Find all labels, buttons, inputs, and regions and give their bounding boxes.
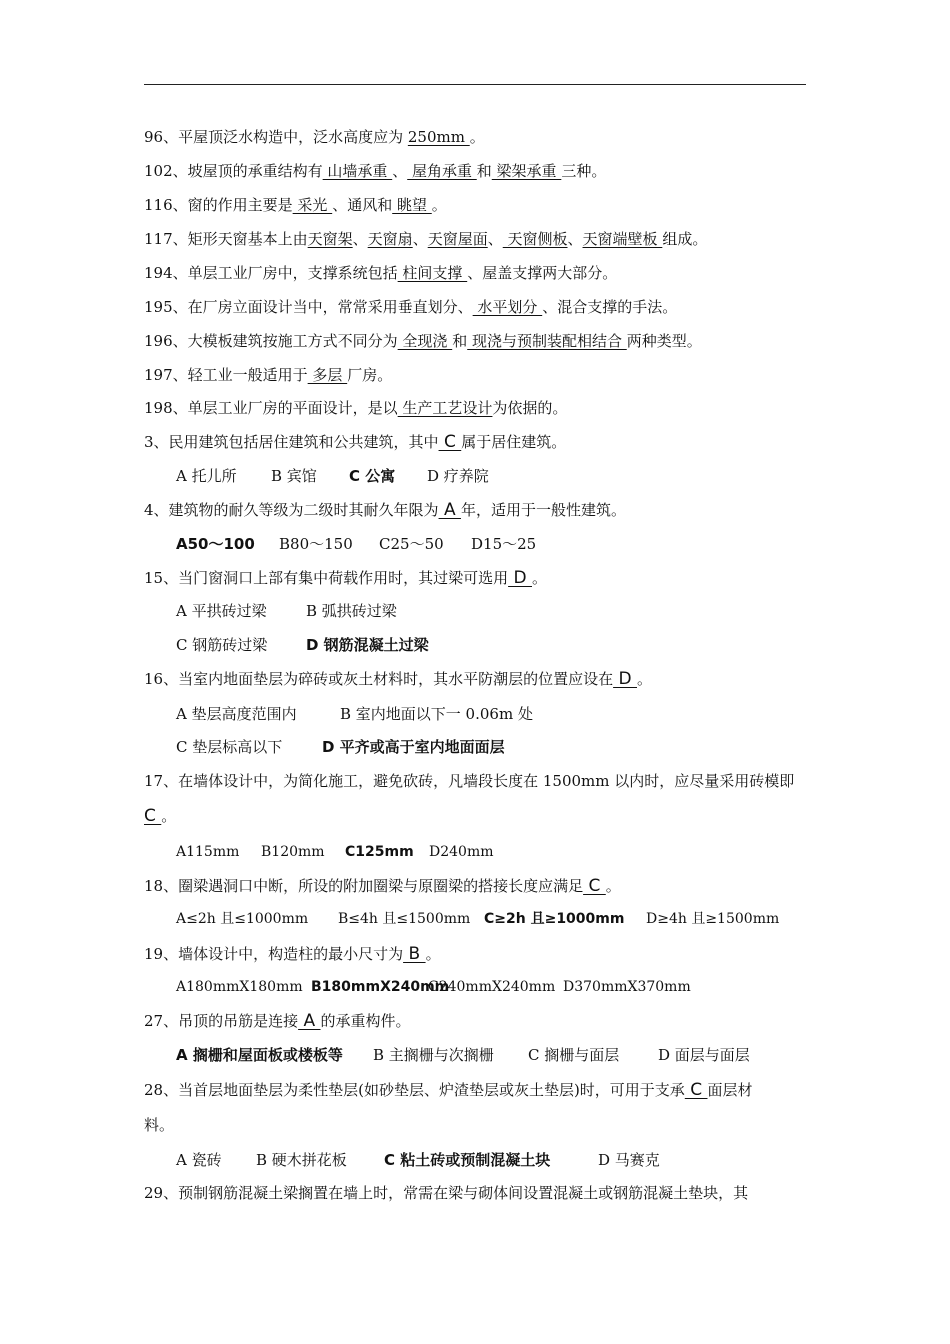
question-28-cont: 料。 <box>144 1116 175 1134</box>
option-correct: C≥2h 且≥1000mm <box>484 911 625 927</box>
option: C 搁栅与面层 <box>528 1046 620 1064</box>
option: B 主搁栅与次搁栅 <box>373 1046 494 1064</box>
options-16a <box>176 704 856 724</box>
option: A 托儿所 <box>176 467 237 485</box>
question-18: 18、圈梁遇洞口中断，所设的附加圈梁与原圈梁的搭接长度应满足 C 。 <box>144 876 621 896</box>
option-correct: B180mmX240mm <box>311 979 450 995</box>
question-116: 116、窗的作用主要是 采光 、通风和 眺望 。 <box>144 196 447 214</box>
header-rule <box>144 84 806 85</box>
option: A≤2h 且≤1000mm <box>176 911 309 927</box>
option: D240mm <box>429 844 494 860</box>
question-15: 15、当门窗洞口上部有集中荷载作用时，其过梁可选用 D 。 <box>144 568 548 588</box>
question-194: 194、单层工业厂房中，支撑系统包括 柱间支撑 、屋盖支撑两大部分。 <box>144 264 618 282</box>
option: C240mmX240mm <box>428 979 556 995</box>
options-15b <box>176 635 856 655</box>
options-4 <box>176 534 856 554</box>
option: D≥4h 且≥1500mm <box>646 911 780 927</box>
question-102: 102、坡屋顶的承重结构有 山墙承重 、 屋角承重 和 梁架承重 三种。 <box>144 162 607 180</box>
option: B 室内地面以下一 0.06m 处 <box>340 705 533 723</box>
option: D 马赛克 <box>598 1151 660 1169</box>
question-29: 29、预制钢筋混凝土梁搁置在墙上时，常需在梁与砌体间设置混凝土或钢筋混凝土垫块，其 <box>144 1184 749 1202</box>
option: B120mm <box>261 844 325 860</box>
question-16: 16、当室内地面垫层为碎砖或灰土材料时，其水平防潮层的位置应设在 D 。 <box>144 669 653 689</box>
option-correct: A50～100 <box>176 535 255 553</box>
option: A180mmX180mm <box>176 979 303 995</box>
question-19: 19、墙体设计中，构造柱的最小尺寸为 B 。 <box>144 944 441 964</box>
option: A 瓷砖 <box>176 1151 222 1169</box>
options-28 <box>176 1150 856 1170</box>
question-117: 117、矩形天窗基本上由天窗架、天窗扇、天窗屋面、 天窗侧板、天窗端壁板 组成。 <box>144 230 708 248</box>
question-195: 195、在厂房立面设计当中，常常采用垂直划分、 水平划分 、混合支撑的手法。 <box>144 298 678 316</box>
option: B80～150 <box>279 535 353 553</box>
option-correct: C125mm <box>345 844 414 860</box>
question-17: 17、在墙体设计中，为简化施工，避免砍砖，凡墙段长度在 1500mm 以内时，应尽量采用砖模即 <box>144 772 795 790</box>
option: B 宾馆 <box>271 467 317 485</box>
options-15a <box>176 601 856 621</box>
option-correct: D 钢筋混凝土过梁 <box>306 636 429 654</box>
options-27 <box>176 1045 856 1065</box>
option: B 硬木拼花板 <box>256 1151 347 1169</box>
option: D15～25 <box>471 535 537 553</box>
question-3: 3、民用建筑包括居住建筑和公共建筑，其中 C 属于居住建筑。 <box>144 432 567 452</box>
option: C25～50 <box>379 535 444 553</box>
options-17 <box>176 842 856 862</box>
option-correct: C 公寓 <box>349 467 396 485</box>
question-196: 196、大模板建筑按施工方式不同分为 全现浇 和 现浇与预制装配相结合 两种类型。 <box>144 332 702 350</box>
option: B 弧拱砖过梁 <box>306 602 397 620</box>
option-correct: A 搁栅和屋面板或楼板等 <box>176 1046 343 1064</box>
option: A 平拱砖过梁 <box>176 602 267 620</box>
options-18 <box>176 909 856 929</box>
option-correct: D 平齐或高于室内地面面层 <box>322 738 505 756</box>
option: D 面层与面层 <box>658 1046 750 1064</box>
option: C 钢筋砖过梁 <box>176 636 268 654</box>
options-19 <box>176 977 856 997</box>
option: A 垫层高度范围内 <box>176 705 297 723</box>
question-197: 197、轻工业一般适用于 多层 厂房。 <box>144 366 393 384</box>
options-3 <box>176 466 856 486</box>
option: C 垫层标高以下 <box>176 738 283 756</box>
option: D370mmX370mm <box>563 979 691 995</box>
option: D 疗养院 <box>427 467 489 485</box>
option: B≤4h 且≤1500mm <box>338 911 471 927</box>
question-17-cont: C 。 <box>144 806 177 826</box>
question-28: 28、当首层地面垫层为柔性垫层(如砂垫层、炉渣垫层或灰土垫层)时，可用于支承 C 面层材 <box>144 1080 753 1100</box>
question-4: 4、建筑物的耐久等级为二级时其耐久年限为 A 年，适用于一般性建筑。 <box>144 500 626 520</box>
question-96: 96、平屋顶泛水构造中，泛水高度应为 250mm 。 <box>144 128 485 146</box>
question-198: 198、单层工业厂房的平面设计，是以 生产工艺设计为依据的。 <box>144 399 568 417</box>
option: A115mm <box>176 844 240 860</box>
option-correct: C 粘土砖或预制混凝土块 <box>384 1151 551 1169</box>
options-16b <box>176 737 856 757</box>
question-27: 27、吊顶的吊筋是连接 A 的承重构件。 <box>144 1011 411 1031</box>
